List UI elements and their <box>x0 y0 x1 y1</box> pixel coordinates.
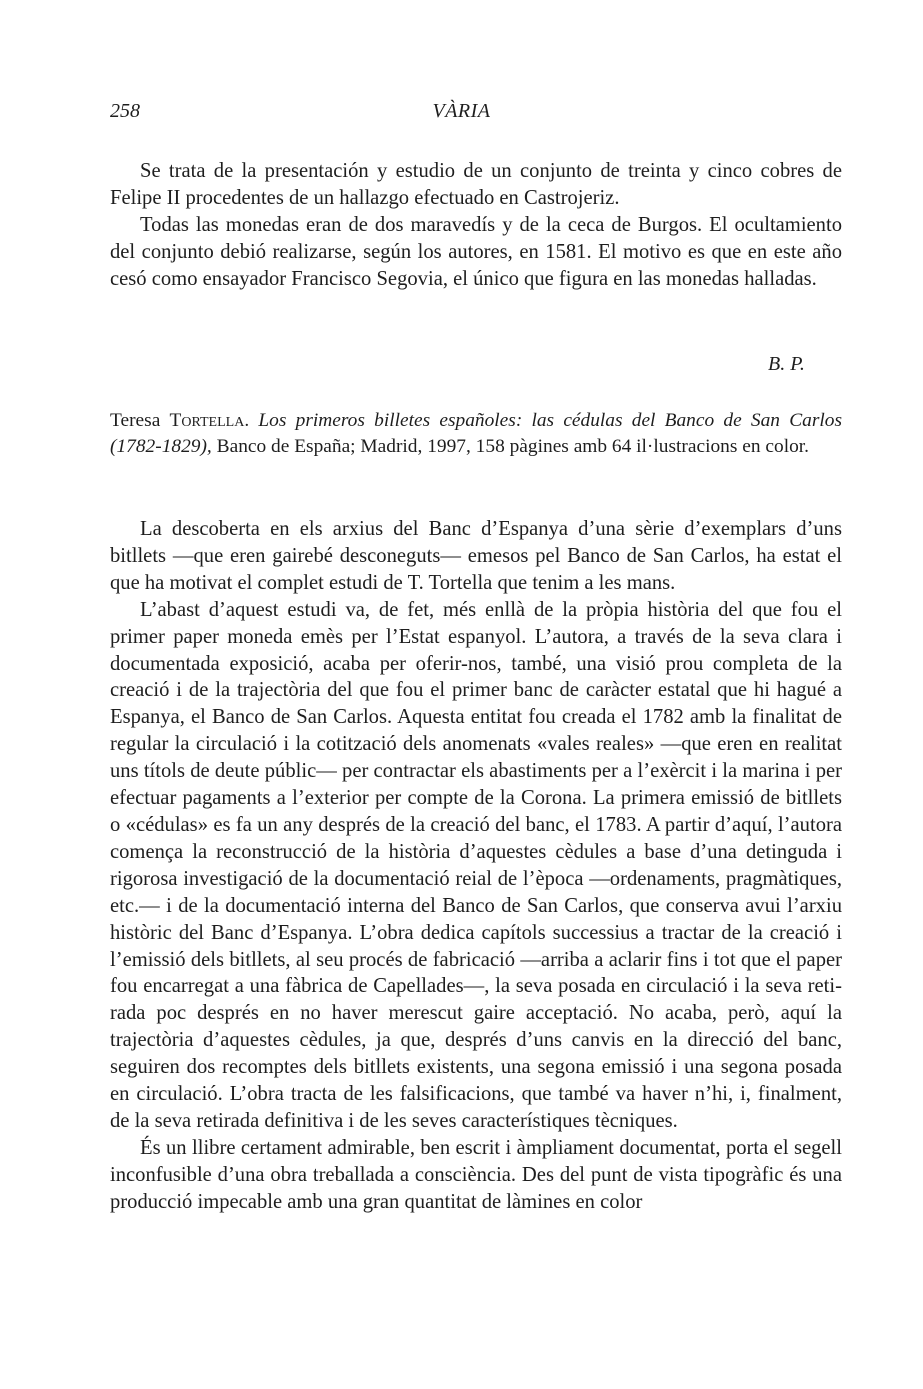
paragraph: És un llibre certament admirable, ben escrit i àmpliament documentat, porta el segell inconfusible d’una obra treballada a consciència. Des del punt de vista tipogràfic és una producció impecable amb una gran quantitat de làmines en color <box>110 1136 842 1213</box>
paragraph: La descoberta en els arxius del Banc d’Espanya d’una sèrie d’exemplars d’uns bitllets —que eren gairebé desconeguts— emesos pel Banco de San Carlos, ha estat el que ha motivat el complet estudi de T. Tortella que tenim a les mans. <box>110 518 842 594</box>
reviewer-initials: B. P. <box>768 353 805 375</box>
book-title: Los primeros billetes españoles: las cédulas del Banco de San Carlos (1782-1829), <box>110 410 842 458</box>
book-details: Banco de España; Madrid, 1997, 158 pàgines amb 64 il·lustracions en color. <box>216 436 810 458</box>
review-body-1 <box>110 158 842 293</box>
author-last-name: Tortella. <box>169 410 250 431</box>
book-reference <box>110 408 842 461</box>
running-head: VÀRIA <box>432 100 491 122</box>
paragraph: Se trata de la presentación y estudio de un conjunto de treinta y cinco cobres de Felipe II procedentes de un hallazgo efectuado en Castrojeriz. <box>110 160 842 209</box>
author-first-name: Teresa <box>110 410 161 431</box>
paragraph: L’abast d’aquest estudi va, de fet, més enllà de la pròpia història del que fou el primer paper moneda emès per l’Estat espanyol. L’autora, a través de la seva clara i documentada exposició, acaba per oferir-nos, també, una visió prou completa de la creació i de la trajectòria del que fou el primer banc de caràcter estatal que hi hagué a Espanya, el Banco de San Carlos. Aquesta entitat fou creada el 1782 amb la finalitat de regular la circulació i la cotització dels anomenats «vales reales» —que eren en realitat uns títols de deute públic— per contractar els abastiments per a l’exèrcit i la marina i per efectuar pagaments a l’exterior per compte de la Corona. La primera emissió de bitllets o «cédulas» es fa un any després de la creació del banc, el 1783. A partir d’aquí, l’autora comença la reconstrucció de la història d’aquestes cèdules a base d’una detinguda i rigorosa investigació de la documentació reial de l’època —ordenaments, pragmàtiques, etc.— i de la documentació interna del Banco de San Carlos, que conserva avui l’arxiu històric del Banc d’Espanya. L’obra dedica capítols successius a tractar de la creació i l’emissió dels bitllets, al seu procés de fabricació —arriba a aclarir fins i tot que el paper fou encarregat a una fàbrica de Capellades—, la seva posada en circulació i la seva retirada poc després en no haver merescut gaire acceptació. No acaba, però, aquí la trajectòria d’aquestes cèdules, ja que, després d’uns canvis en la direcció del banc, seguiren dos recomptes dels bitllets existents, una segona emissió i una segona posada en circulació. L’obra tracta de les falsificacions, que també va haver n’hi, i, finalment, de la seva retirada definitiva i de les seves característiques tècniques. <box>110 598 842 1132</box>
review-body-2 <box>110 516 842 1216</box>
page-number: 258 <box>110 100 140 122</box>
paragraph: Todas las monedas eran de dos maravedís y de la ceca de Burgos. El ocultamiento del conjunto debió realizarse, según los autores, en 1581. El motivo es que en este año cesó como ensayador Francisco Segovia, el único que figura en las monedas halladas. <box>110 213 842 290</box>
